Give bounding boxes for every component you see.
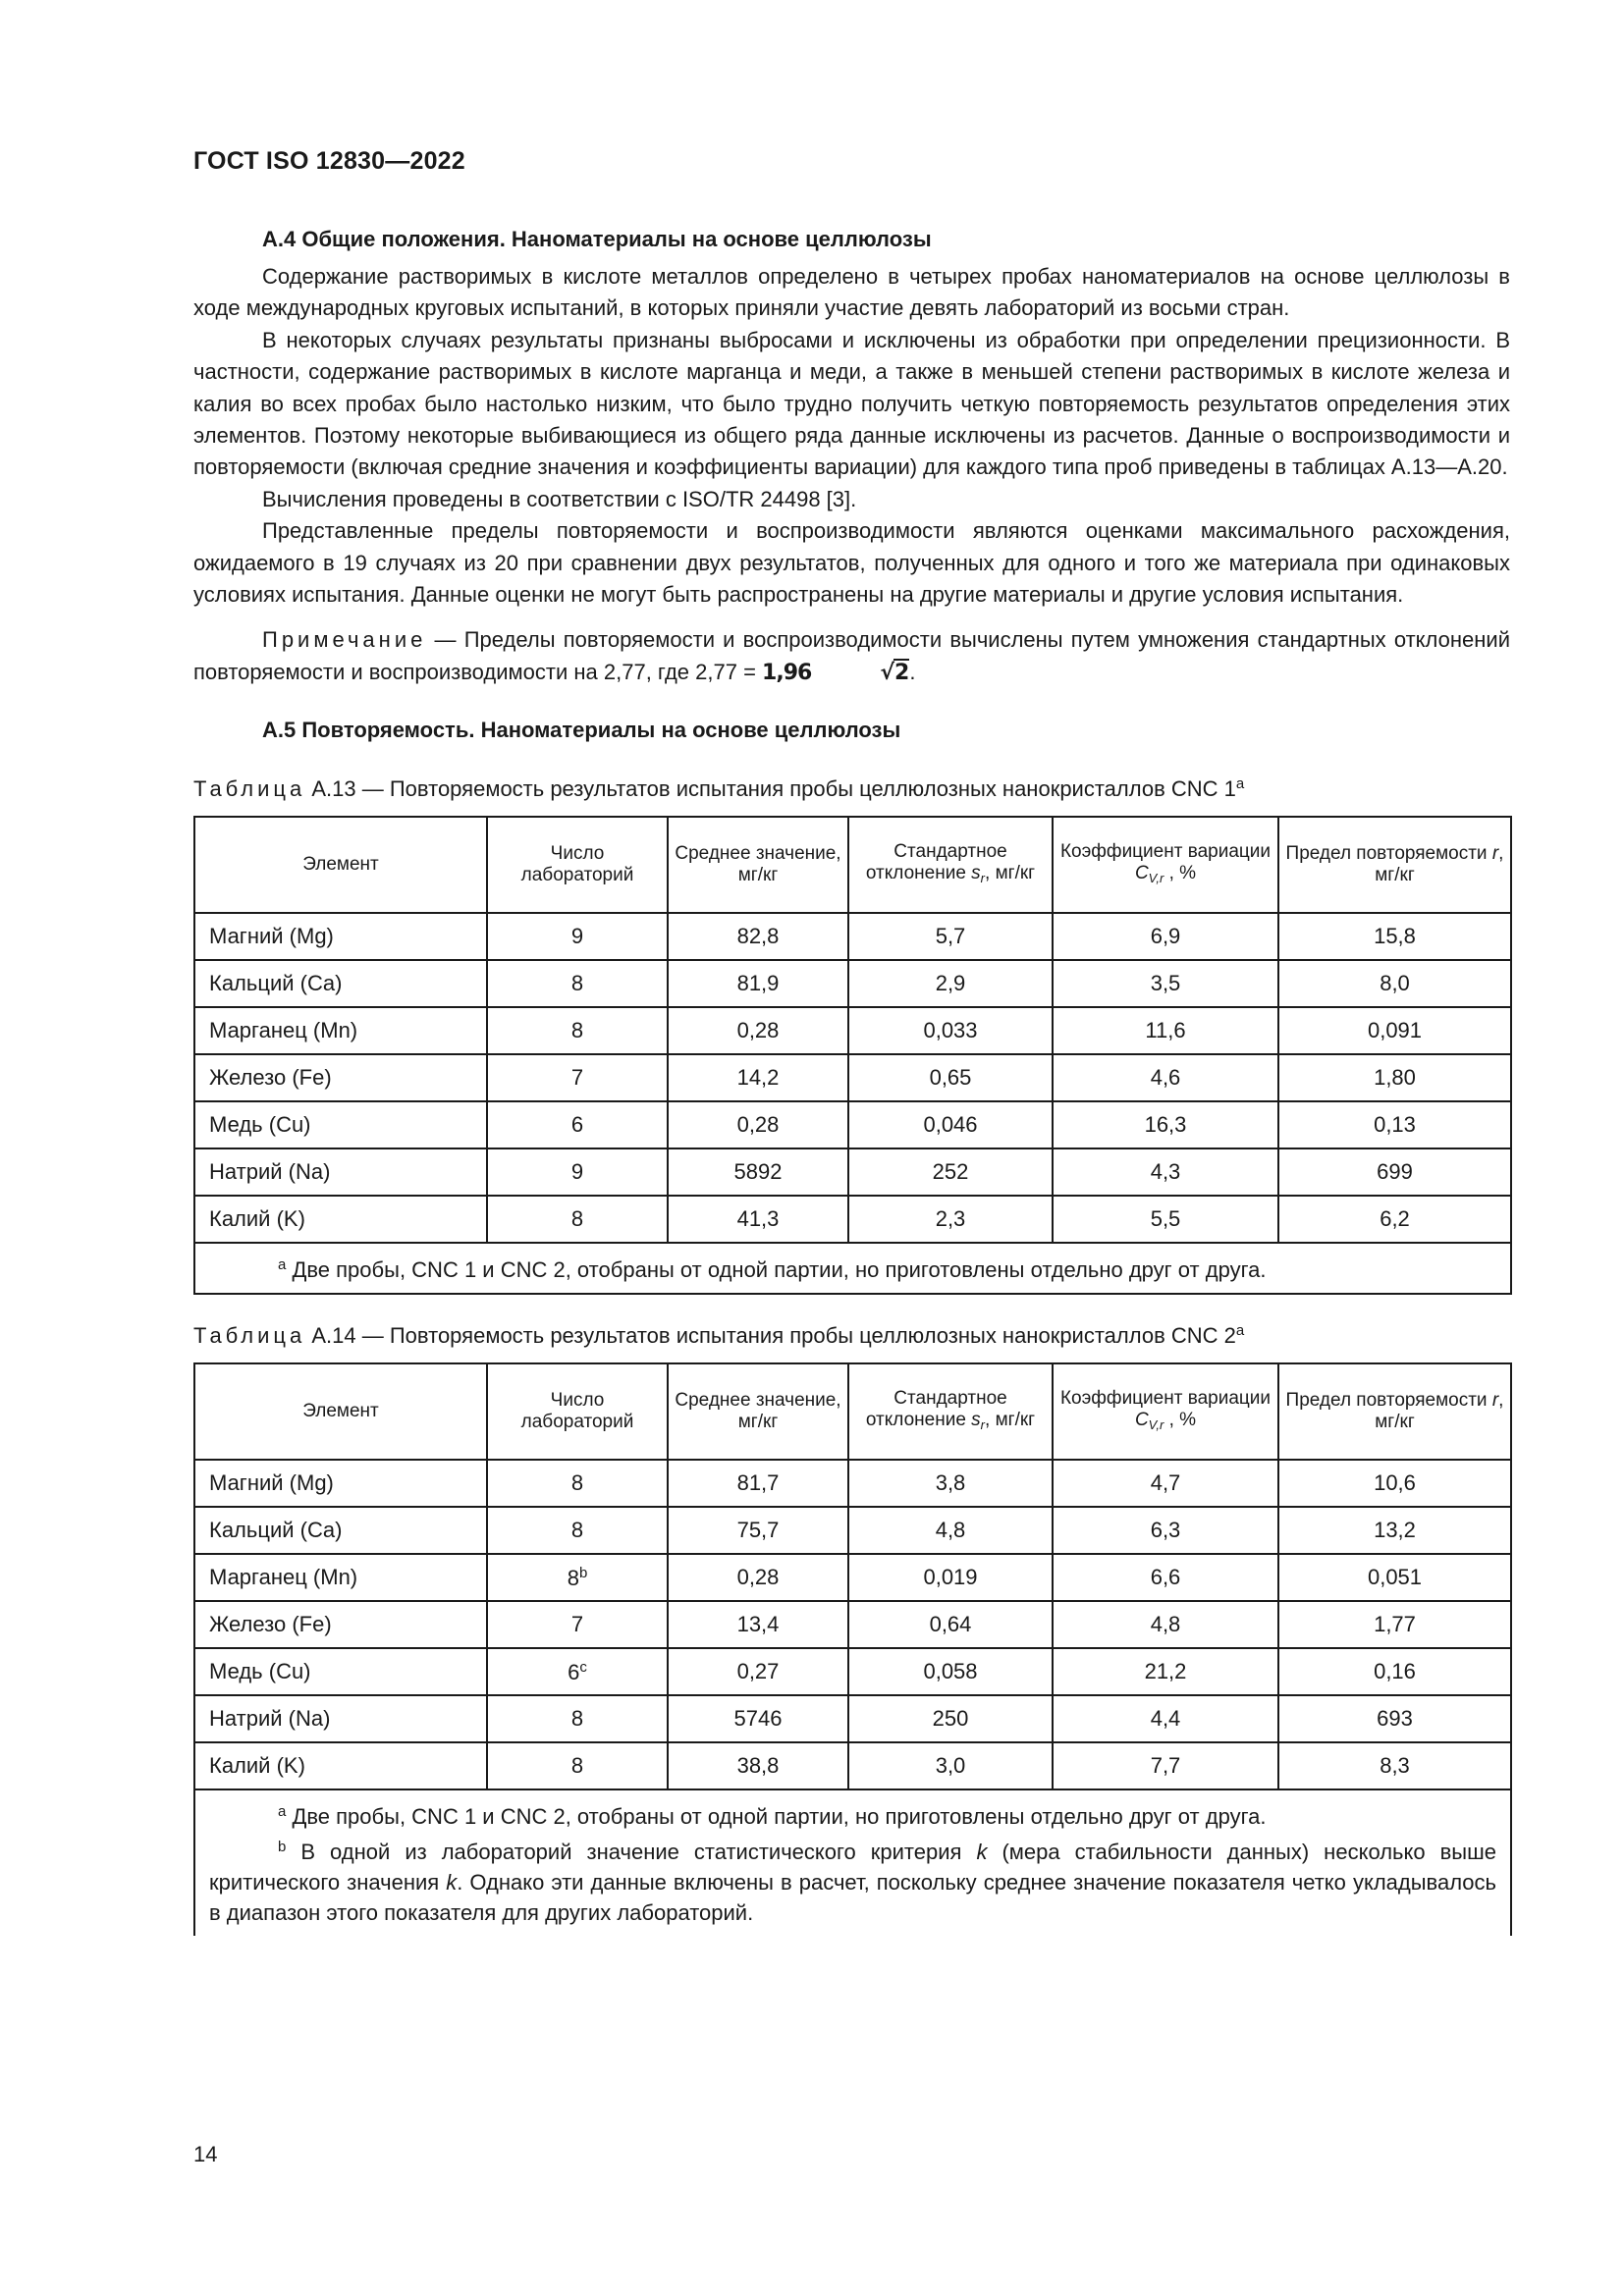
cell-limit bbox=[1278, 1148, 1511, 1196]
cell-limit-value: 1,77 bbox=[1374, 1612, 1416, 1637]
cell-element-value: Магний (Mg) bbox=[209, 924, 334, 949]
column-header-labs: Число лабораторий bbox=[487, 817, 668, 913]
cell-cv-value: 21,2 bbox=[1144, 1659, 1187, 1684]
section-a4-title: А.4 Общие положения. Наноматериалы на основе целлюлозы bbox=[262, 227, 932, 251]
cell-cv-value: 6,6 bbox=[1150, 1565, 1181, 1590]
cell-labs-value: 7 bbox=[570, 1612, 584, 1637]
cell-sd bbox=[848, 1601, 1053, 1648]
cell-sd-value: 2,9 bbox=[935, 971, 966, 996]
table-a13-caption bbox=[193, 770, 1510, 804]
cell-limit-value: 8,3 bbox=[1380, 1753, 1410, 1779]
table-row bbox=[194, 1648, 1511, 1695]
cell-labs bbox=[487, 1460, 668, 1507]
cell-cv bbox=[1053, 1695, 1278, 1742]
cv-symbol: C bbox=[1134, 862, 1149, 883]
cell-sd bbox=[848, 1007, 1053, 1054]
sd-prefix: Стандартное отклонение bbox=[865, 1387, 1007, 1430]
column-header-sd bbox=[848, 1363, 1053, 1460]
sqrt-expression bbox=[811, 658, 909, 689]
cell-labs bbox=[487, 1101, 668, 1148]
column-header-limit bbox=[1278, 1363, 1511, 1460]
cell-sd-value: 3,8 bbox=[935, 1470, 966, 1496]
cell-labs bbox=[487, 1554, 668, 1601]
cell-cv-value: 5,5 bbox=[1150, 1206, 1181, 1232]
cell-sd-value: 252 bbox=[932, 1159, 969, 1185]
cell-cv-value: 3,5 bbox=[1150, 971, 1181, 996]
cell-limit-value: 15,8 bbox=[1374, 924, 1416, 949]
section-a4-paragraph: Представленные пределы повторяемости и воспроизводимости являются оценками максимального расхождения, ожидаемого в 19 случаях из 20 при сравнении двух результатов, полученных для одного и того же материала при одинаковых условиях испытания. Данные оценки не могут быть распространены на другие материалы и другие условия испытания. bbox=[193, 518, 1510, 608]
cell-limit bbox=[1278, 960, 1511, 1007]
table-row bbox=[194, 1507, 1511, 1554]
cell-sd bbox=[848, 913, 1053, 960]
cell-element bbox=[194, 1054, 487, 1101]
cell-labs-value: 7 bbox=[570, 1065, 584, 1091]
cell-sd-value: 0,033 bbox=[923, 1018, 978, 1043]
column-header-limit bbox=[1278, 817, 1511, 913]
cell-limit-value: 8,0 bbox=[1380, 971, 1410, 996]
footnote-text: Две пробы, CNC 1 и CNC 2, отобраны от одной партии, но приготовлены отдельно друг от друга. bbox=[286, 1804, 1267, 1830]
footnote-k-symbol: k bbox=[446, 1870, 458, 1896]
cell-cv bbox=[1053, 1742, 1278, 1789]
cell-labs bbox=[487, 1601, 668, 1648]
table-row bbox=[194, 1054, 1511, 1101]
cell-cv bbox=[1053, 1007, 1278, 1054]
cell-limit-value: 13,2 bbox=[1374, 1518, 1416, 1543]
cell-limit-value: 1,80 bbox=[1374, 1065, 1416, 1091]
footnote-mark: a bbox=[278, 1256, 287, 1274]
cell-cv-value: 6,9 bbox=[1150, 924, 1181, 949]
cell-labs-value: 8 bbox=[570, 1706, 584, 1732]
cell-limit-value: 0,091 bbox=[1367, 1018, 1423, 1043]
caption-label: Таблица bbox=[193, 776, 306, 802]
cell-limit bbox=[1278, 1196, 1511, 1243]
limit-symbol: r bbox=[1491, 843, 1499, 865]
cell-limit bbox=[1278, 1742, 1511, 1789]
cell-labs-value: 8 bbox=[567, 1565, 579, 1590]
cell-mean-value: 81,9 bbox=[736, 971, 780, 996]
cell-labs bbox=[487, 1196, 668, 1243]
footnote-a bbox=[209, 1250, 1496, 1285]
cell-mean-value: 38,8 bbox=[736, 1753, 780, 1779]
sqrt-radicand: 2 bbox=[894, 660, 909, 685]
cell-labs-value: 8 bbox=[570, 1518, 584, 1543]
footnote-mark: a bbox=[278, 1803, 287, 1821]
caption-label: Таблица bbox=[193, 1323, 306, 1349]
cell-cv bbox=[1053, 1601, 1278, 1648]
cell-labs bbox=[487, 1007, 668, 1054]
cell-labs bbox=[487, 1742, 668, 1789]
cell-cv-value: 7,7 bbox=[1150, 1753, 1181, 1779]
section-a4-note bbox=[193, 624, 1510, 689]
cell-cv-value: 6,3 bbox=[1150, 1518, 1181, 1543]
cell-mean-value: 0,28 bbox=[736, 1565, 780, 1590]
cell-limit-value: 0,051 bbox=[1367, 1565, 1423, 1590]
note-formula bbox=[762, 661, 909, 685]
cell-cv-value: 11,6 bbox=[1145, 1018, 1186, 1043]
cell-limit-value: 0,16 bbox=[1374, 1659, 1416, 1684]
cell-sd bbox=[848, 1507, 1053, 1554]
limit-suffix: , мг/кг bbox=[1375, 1390, 1504, 1433]
cell-mean-value: 81,7 bbox=[736, 1470, 780, 1496]
table-row bbox=[194, 1196, 1511, 1243]
cell-sd-value: 0,046 bbox=[923, 1112, 978, 1138]
cell-mean bbox=[668, 1554, 848, 1601]
cell-labs-value: 6 bbox=[570, 1112, 584, 1138]
cell-cv-value: 4,4 bbox=[1150, 1706, 1181, 1732]
cell-mean-value: 0,28 bbox=[736, 1018, 780, 1043]
cell-limit-value: 699 bbox=[1377, 1159, 1413, 1185]
sd-symbol: s bbox=[971, 862, 981, 883]
cell-labs bbox=[487, 960, 668, 1007]
cell-mean-value: 75,7 bbox=[736, 1518, 780, 1543]
sd-suffix: , мг/кг bbox=[985, 1409, 1036, 1430]
cell-element-value: Кальций (Ca) bbox=[209, 1518, 343, 1543]
footnote-text: Две пробы, CNC 1 и CNC 2, отобраны от одной партии, но приготовлены отдельно друг от друга. bbox=[286, 1257, 1267, 1283]
cell-cv bbox=[1053, 1148, 1278, 1196]
cell-labs-value: 8 bbox=[570, 1753, 584, 1779]
formula-coefficient: 1,96 bbox=[762, 660, 812, 685]
cell-labs bbox=[487, 1648, 668, 1695]
cell-limit-value: 693 bbox=[1377, 1706, 1413, 1732]
cell-labs-value: 8 bbox=[570, 1470, 584, 1496]
caption-footnote-mark: a bbox=[1235, 1322, 1245, 1340]
cell-sd-value: 5,7 bbox=[935, 924, 966, 949]
cell-element bbox=[194, 1148, 487, 1196]
cell-limit bbox=[1278, 1648, 1511, 1695]
footnote-mark: b bbox=[278, 1839, 287, 1856]
cell-sd bbox=[848, 1101, 1053, 1148]
table-a14-footnotes bbox=[194, 1789, 1511, 1936]
cell-sd-value: 250 bbox=[932, 1706, 969, 1732]
cell-mean-value: 0,28 bbox=[736, 1112, 780, 1138]
cell-cv bbox=[1053, 1101, 1278, 1148]
cell-element bbox=[194, 1601, 487, 1648]
cell-cv bbox=[1053, 1054, 1278, 1101]
cell-sd bbox=[848, 960, 1053, 1007]
cell-sd bbox=[848, 1196, 1053, 1243]
cell-element-value: Калий (K) bbox=[209, 1753, 305, 1779]
footnote-text: В одной из лабораторий значение статистического критерия bbox=[286, 1840, 977, 1865]
table-a13-footnote bbox=[194, 1243, 1511, 1294]
cell-element bbox=[194, 1007, 487, 1054]
table-row bbox=[194, 960, 1511, 1007]
cv-prefix: Коэффициент вариации bbox=[1059, 840, 1272, 862]
page-number: 14 bbox=[193, 2142, 218, 2166]
cell-labs-value: 9 bbox=[570, 924, 584, 949]
cell-element bbox=[194, 960, 487, 1007]
cell-mean bbox=[668, 1648, 848, 1695]
cell-sd bbox=[848, 1695, 1053, 1742]
cell-element-value: Кальций (Ca) bbox=[209, 971, 343, 996]
cell-sd-value: 3,0 bbox=[935, 1753, 966, 1779]
cell-element-value: Медь (Cu) bbox=[209, 1112, 311, 1138]
cell-cv bbox=[1053, 1460, 1278, 1507]
cell-limit-value: 0,13 bbox=[1374, 1112, 1416, 1138]
footnote-a bbox=[209, 1796, 1496, 1832]
cell-labs bbox=[487, 1695, 668, 1742]
note-label: Примечание bbox=[262, 627, 427, 653]
cell-cv bbox=[1053, 1648, 1278, 1695]
sd-subscript: r bbox=[980, 1416, 986, 1432]
limit-suffix: , мг/кг bbox=[1375, 843, 1504, 886]
table-a14-caption bbox=[193, 1316, 1510, 1351]
cell-mean bbox=[668, 1695, 848, 1742]
footnote-text: . Однако эти данные включены в расчет, поскольку среднее значение показателя четко укладывалось в диапазон этого показателя для других лабораторий. bbox=[209, 1870, 1496, 1926]
cell-mean-value: 41,3 bbox=[736, 1206, 780, 1232]
table-row bbox=[194, 1554, 1511, 1601]
sd-suffix: , мг/кг bbox=[985, 862, 1036, 883]
cell-mean-value: 0,27 bbox=[736, 1659, 780, 1684]
table-row bbox=[194, 1007, 1511, 1054]
cell-sd-value: 0,64 bbox=[929, 1612, 972, 1637]
cell-element bbox=[194, 1101, 487, 1148]
cell-mean bbox=[668, 1196, 848, 1243]
cell-mean bbox=[668, 1742, 848, 1789]
cell-labs bbox=[487, 1148, 668, 1196]
table-row bbox=[194, 913, 1511, 960]
column-header-cv bbox=[1053, 817, 1278, 913]
cell-cv-value: 4,3 bbox=[1150, 1159, 1181, 1185]
cell-limit bbox=[1278, 1101, 1511, 1148]
section-a4-paragraph: Вычисления проведены в соответствии с ISO/TR 24498 [3]. bbox=[262, 486, 857, 511]
cell-labs-value: 8 bbox=[570, 971, 584, 996]
limit-prefix: Предел повторяемости bbox=[1285, 1390, 1492, 1412]
cell-element bbox=[194, 1742, 487, 1789]
table-row bbox=[194, 1601, 1511, 1648]
table-a14 bbox=[193, 1362, 1512, 1936]
cell-labs-value: 6 bbox=[568, 1659, 580, 1684]
limit-prefix: Предел повторяемости bbox=[1285, 843, 1492, 865]
cell-cv bbox=[1053, 1507, 1278, 1554]
footnote-k-symbol: k bbox=[976, 1840, 988, 1865]
cell-element-value: Марганец (Mn) bbox=[209, 1018, 358, 1043]
cell-labs-value: 8 bbox=[570, 1206, 584, 1232]
table-row bbox=[194, 1695, 1511, 1742]
cell-mean bbox=[668, 1054, 848, 1101]
table-a13 bbox=[193, 816, 1512, 1295]
cell-mean-value: 14,2 bbox=[736, 1065, 780, 1091]
cell-element-value: Марганец (Mn) bbox=[209, 1565, 358, 1590]
cell-labs bbox=[487, 1507, 668, 1554]
cell-limit bbox=[1278, 1695, 1511, 1742]
cell-mean-value: 5746 bbox=[733, 1706, 783, 1732]
page-content bbox=[193, 224, 1510, 1936]
section-a4-paragraph: В некоторых случаях результаты признаны выбросами и исключены из обработки при определении прецизионности. В частности, содержание растворимых в кислоте марганца и меди, а также в меньшей степени растворимых в кислоте железа и калия во всех пробах было настолько низким, что было трудно получить четкую повторяемость результатов определения этих элементов. Поэтому некоторые выбивающиеся из общего ряда данные исключены из расчетов. Данные о воспроизводимости и повторяемости (включая средние значения и коэффициенты вариации) для каждого типа проб приведены в таблицах А.13—А.20. bbox=[193, 327, 1510, 480]
cell-sd bbox=[848, 1148, 1053, 1196]
cell-element-value: Магний (Mg) bbox=[209, 1470, 334, 1496]
cell-element-value: Натрий (Na) bbox=[209, 1159, 331, 1185]
table-row bbox=[194, 1148, 1511, 1196]
column-header-cv bbox=[1053, 1363, 1278, 1460]
cell-labs-value: 8 bbox=[570, 1018, 584, 1043]
column-header-mean: Среднее значение, мг/кг bbox=[668, 817, 848, 913]
cell-labs bbox=[487, 913, 668, 960]
cell-mean-value: 5892 bbox=[733, 1159, 783, 1185]
cell-element bbox=[194, 1460, 487, 1507]
cell-sd-value: 0,058 bbox=[923, 1659, 978, 1684]
cell-cv-value: 4,8 bbox=[1150, 1612, 1181, 1637]
cell-sd bbox=[848, 1742, 1053, 1789]
cell-cv bbox=[1053, 960, 1278, 1007]
cell-labs bbox=[487, 1054, 668, 1101]
cell-limit bbox=[1278, 1601, 1511, 1648]
cell-labs-value: 9 bbox=[570, 1159, 584, 1185]
cell-sd-value: 2,3 bbox=[935, 1206, 966, 1232]
cell-limit bbox=[1278, 1054, 1511, 1101]
cell-mean bbox=[668, 1148, 848, 1196]
sd-subscript: r bbox=[980, 870, 986, 885]
cell-element bbox=[194, 1648, 487, 1695]
cell-element-value: Медь (Cu) bbox=[209, 1659, 311, 1684]
column-header-element: Элемент bbox=[194, 1363, 487, 1460]
caption-text: А.13 — Повторяемость результатов испытания пробы целлюлозных нанокристаллов CNC 1 bbox=[305, 776, 1236, 802]
cell-limit-value: 6,2 bbox=[1380, 1206, 1410, 1232]
cell-element-value: Калий (K) bbox=[209, 1206, 305, 1232]
sd-symbol: s bbox=[971, 1409, 981, 1430]
sd-prefix: Стандартное отклонение bbox=[865, 840, 1007, 883]
cell-sd bbox=[848, 1648, 1053, 1695]
cell-element bbox=[194, 1695, 487, 1742]
cell-element-value: Железо (Fe) bbox=[209, 1065, 332, 1091]
cell-cv-value: 16,3 bbox=[1144, 1112, 1187, 1138]
cv-subscript: V,r bbox=[1148, 870, 1164, 885]
footnote-text: (мера стабильности данных) несколько выше критического значения bbox=[209, 1840, 1496, 1896]
table-a14-body bbox=[194, 1460, 1511, 1789]
cell-limit bbox=[1278, 1460, 1511, 1507]
cell-sd bbox=[848, 1554, 1053, 1601]
caption-text: А.14 — Повторяемость результатов испытания пробы целлюлозных нанокристаллов CNC 2 bbox=[305, 1323, 1236, 1349]
cell-element bbox=[194, 1507, 487, 1554]
cell-cv bbox=[1053, 1554, 1278, 1601]
section-a5-title: А.5 Повторяемость. Наноматериалы на основе целлюлозы bbox=[262, 718, 901, 743]
cell-mean bbox=[668, 1460, 848, 1507]
cell-cv-value: 4,7 bbox=[1150, 1470, 1181, 1496]
cell-mean bbox=[668, 1601, 848, 1648]
cell-mean bbox=[668, 1507, 848, 1554]
cv-suffix: , % bbox=[1164, 862, 1197, 883]
table-row bbox=[194, 1742, 1511, 1789]
sqrt-radical: √ bbox=[880, 660, 894, 685]
cell-sd bbox=[848, 1460, 1053, 1507]
column-header-mean: Среднее значение, мг/кг bbox=[668, 1363, 848, 1460]
cv-suffix: , % bbox=[1164, 1409, 1197, 1430]
cell-cv-value: 4,6 bbox=[1150, 1065, 1181, 1091]
note-end: . bbox=[909, 659, 916, 684]
cell-mean-value: 13,4 bbox=[736, 1612, 780, 1637]
cell-mean-value: 82,8 bbox=[736, 924, 780, 949]
cell-sd-value: 0,65 bbox=[929, 1065, 972, 1091]
cell-limit bbox=[1278, 913, 1511, 960]
column-header-labs: Число лабораторий bbox=[487, 1363, 668, 1460]
cell-footnote-mark: b bbox=[578, 1564, 588, 1581]
cell-limit-value: 10,6 bbox=[1374, 1470, 1416, 1496]
cell-element bbox=[194, 1554, 487, 1601]
table-a13-body bbox=[194, 913, 1511, 1243]
cv-symbol: C bbox=[1134, 1409, 1149, 1430]
column-header-element: Элемент bbox=[194, 817, 487, 913]
note-text: — Пределы повторяемости и воспроизводимости вычислены путем умножения стандартных отклонений повторяемости и воспроизводимости на 2,77, где 2,77 = bbox=[193, 627, 1510, 684]
table-row bbox=[194, 1101, 1511, 1148]
column-header-sd bbox=[848, 817, 1053, 913]
cell-mean bbox=[668, 913, 848, 960]
standard-code-header: ГОСТ ISO 12830—2022 bbox=[193, 147, 465, 175]
cell-limit bbox=[1278, 1554, 1511, 1601]
cell-element bbox=[194, 913, 487, 960]
cell-cv bbox=[1053, 1196, 1278, 1243]
cell-sd bbox=[848, 1054, 1053, 1101]
cell-footnote-mark: c bbox=[579, 1658, 587, 1676]
cell-limit bbox=[1278, 1007, 1511, 1054]
table-row bbox=[194, 1460, 1511, 1507]
caption-footnote-mark: a bbox=[1235, 775, 1245, 793]
cell-sd-value: 0,019 bbox=[923, 1565, 978, 1590]
cell-element-value: Железо (Fe) bbox=[209, 1612, 332, 1637]
cv-prefix: Коэффициент вариации bbox=[1059, 1387, 1272, 1409]
cell-cv bbox=[1053, 913, 1278, 960]
limit-symbol: r bbox=[1491, 1390, 1499, 1412]
cell-mean bbox=[668, 960, 848, 1007]
cv-subscript: V,r bbox=[1148, 1416, 1164, 1432]
section-a4-paragraph: Содержание растворимых в кислоте металлов определено в четырех пробах наноматериалов на основе целлюлозы в ходе международных круговых испытаний, в которых приняли участие девять лабораторий из восьми стран. bbox=[193, 264, 1510, 321]
footnote-b bbox=[209, 1832, 1496, 1928]
cell-element bbox=[194, 1196, 487, 1243]
cell-element-value: Натрий (Na) bbox=[209, 1706, 331, 1732]
cell-mean bbox=[668, 1101, 848, 1148]
cell-sd-value: 4,8 bbox=[935, 1518, 966, 1543]
cell-limit bbox=[1278, 1507, 1511, 1554]
cell-mean bbox=[668, 1007, 848, 1054]
